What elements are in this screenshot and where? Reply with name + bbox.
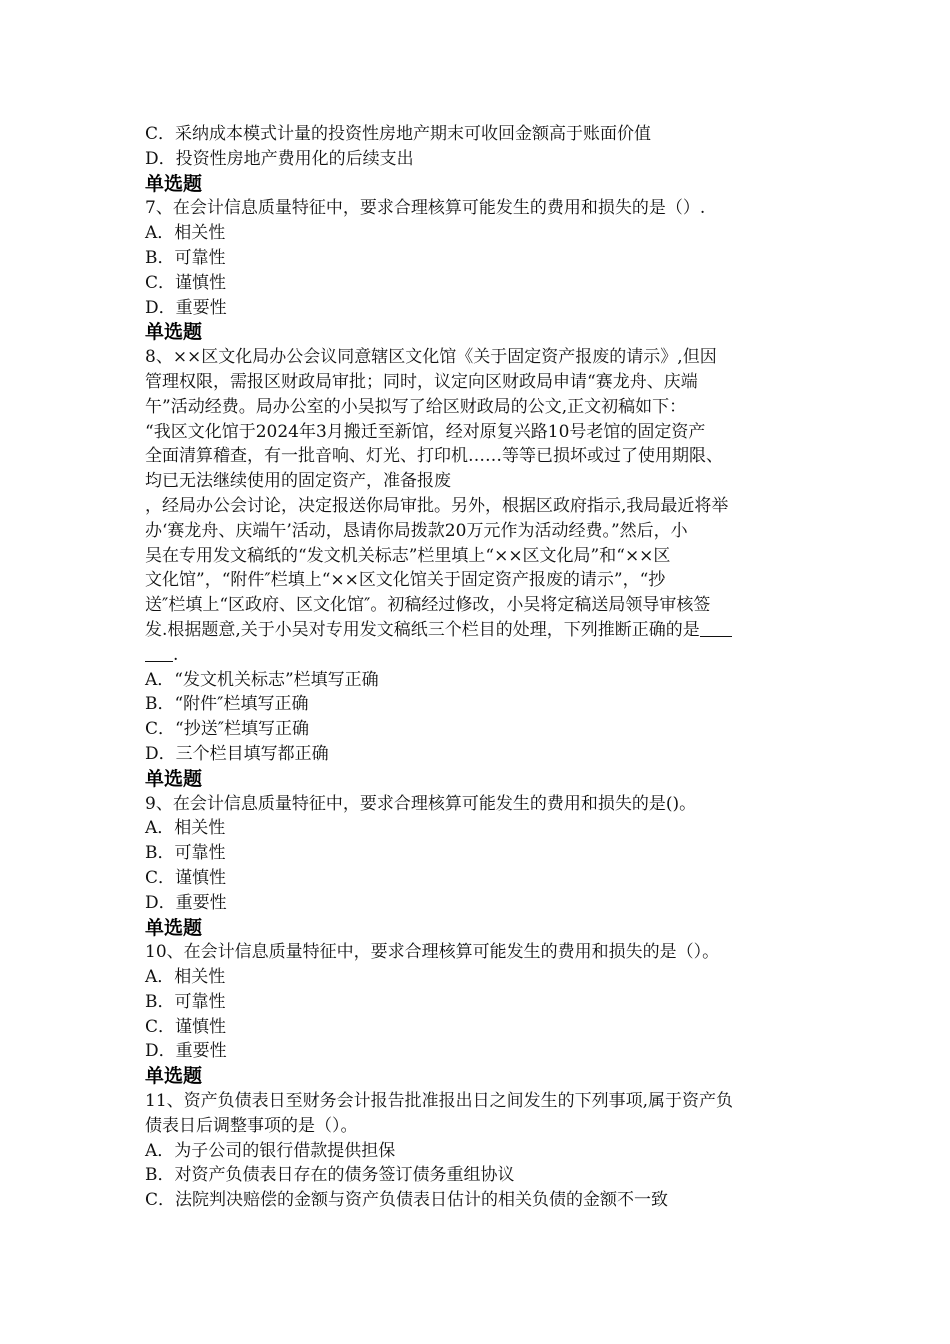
option-b: B．可靠性 bbox=[145, 991, 226, 1012]
question-stem-text: 发.根据题意,关于小吴对专用发文稿纸三个栏目的处理，下列推断正确的是 bbox=[145, 619, 700, 640]
option-b: B．对资产负债表日存在的债务签订债务重组协议 bbox=[145, 1165, 515, 1186]
question-stem-line: 管理权限，需报区财政局审批；同时，议定向区财政局申请“赛龙舟、庆端 bbox=[145, 371, 698, 392]
question-stem-line: 吴在专用发文稿纸的“发文机关标志”栏里填上“××区文化局”和“××区 bbox=[145, 545, 671, 566]
question-stem-line: 送″栏填上“区政府、区文化馆″。初稿经过修改，小吴将定稿送局领导审核签 bbox=[145, 595, 711, 616]
question-stem-line: 全面清算稽查，有一批音响、灯光、打印机……等等已损坏或过了使用期限、 bbox=[145, 446, 723, 467]
question-stem-line: 办‘赛龙舟、庆端午’活动，恳请你局拨款20万元作为活动经费。”然后，小 bbox=[145, 520, 688, 541]
section-heading: 单选题 bbox=[145, 767, 203, 790]
question-stem: 10、在会计信息质量特征中，要求合理核算可能发生的费用和损失的是（）。 bbox=[145, 942, 720, 963]
question-stem: 9、在会计信息质量特征中，要求合理核算可能发生的费用和损失的是()。 bbox=[145, 793, 697, 814]
section-heading: 单选题 bbox=[145, 321, 203, 344]
option-a: A．相关性 bbox=[145, 223, 226, 244]
option-c: C．“抄送″栏填写正确 bbox=[145, 719, 310, 740]
question-stem-tail-text: . bbox=[173, 644, 179, 665]
option-b: B．“附件″栏填写正确 bbox=[145, 694, 309, 715]
option-d: D．三个栏目填写都正确 bbox=[145, 743, 329, 764]
option-b: B．可靠性 bbox=[145, 247, 226, 268]
question-stem-line: 8、××区文化局办公会议同意辖区文化馆《关于固定资产报废的请示》,但因 bbox=[145, 347, 717, 368]
option-b: B．可靠性 bbox=[145, 843, 226, 864]
option-a: A．相关性 bbox=[145, 967, 226, 988]
section-heading: 单选题 bbox=[145, 172, 203, 195]
question-stem: 7、在会计信息质量特征中，要求合理核算可能发生的费用和损失的是（）. bbox=[145, 198, 706, 219]
option-c: C．法院判决赔偿的金额与资产负债表日估计的相关负债的金额不一致 bbox=[145, 1190, 669, 1211]
option-c: C．谨慎性 bbox=[145, 867, 227, 888]
question-stem-line: ，经局办公会讨论，决定报送你局审批。另外，根据区政府指示,我局最近将举 bbox=[145, 495, 729, 516]
question-stem-line: 11、资产负债表日至财务会计报告批准报出日之间发生的下列事项,属于资产负 bbox=[145, 1091, 734, 1112]
question-stem-line: 午”活动经费。局办公室的小吴拟写了给区财政局的公文,正文初稿如下： bbox=[145, 396, 687, 417]
section-heading: 单选题 bbox=[145, 916, 203, 939]
question-stem-tail bbox=[145, 643, 813, 668]
section-heading: 单选题 bbox=[145, 1065, 203, 1088]
option-d: D．重要性 bbox=[145, 892, 227, 913]
option-a: A．为子公司的银行借款提供担保 bbox=[145, 1140, 396, 1161]
question-stem-line: 文化馆”，“附件″栏填上“××区文化馆关于固定资产报废的请示”，“抄 bbox=[145, 570, 666, 591]
option-a: A．“发文机关标志”栏填写正确 bbox=[145, 669, 379, 690]
question-stem-line: 均已无法继续使用的固定资产，准备报废 bbox=[145, 471, 451, 492]
option-a: A．相关性 bbox=[145, 818, 226, 839]
answer-blank bbox=[700, 619, 732, 637]
option-d: D．重要性 bbox=[145, 297, 227, 318]
question-stem-line: 债表日后调整事项的是（）。 bbox=[145, 1115, 358, 1136]
option-d: D．投资性房地产费用化的后续支出 bbox=[145, 148, 414, 169]
option-c: C．采纳成本模式计量的投资性房地产期末可收回金额高于账面价值 bbox=[145, 124, 652, 144]
option-c: C．谨慎性 bbox=[145, 1016, 227, 1037]
question-stem-line: “我区文化馆于2024年3月搬迁至新馆，经对原复兴路10号老馆的固定资产 bbox=[145, 421, 706, 442]
document-page bbox=[145, 122, 813, 1213]
question-stem-line-with-blank bbox=[145, 618, 813, 643]
option-c: C．谨慎性 bbox=[145, 272, 227, 293]
option-d: D．重要性 bbox=[145, 1041, 227, 1062]
answer-blank bbox=[145, 644, 173, 662]
